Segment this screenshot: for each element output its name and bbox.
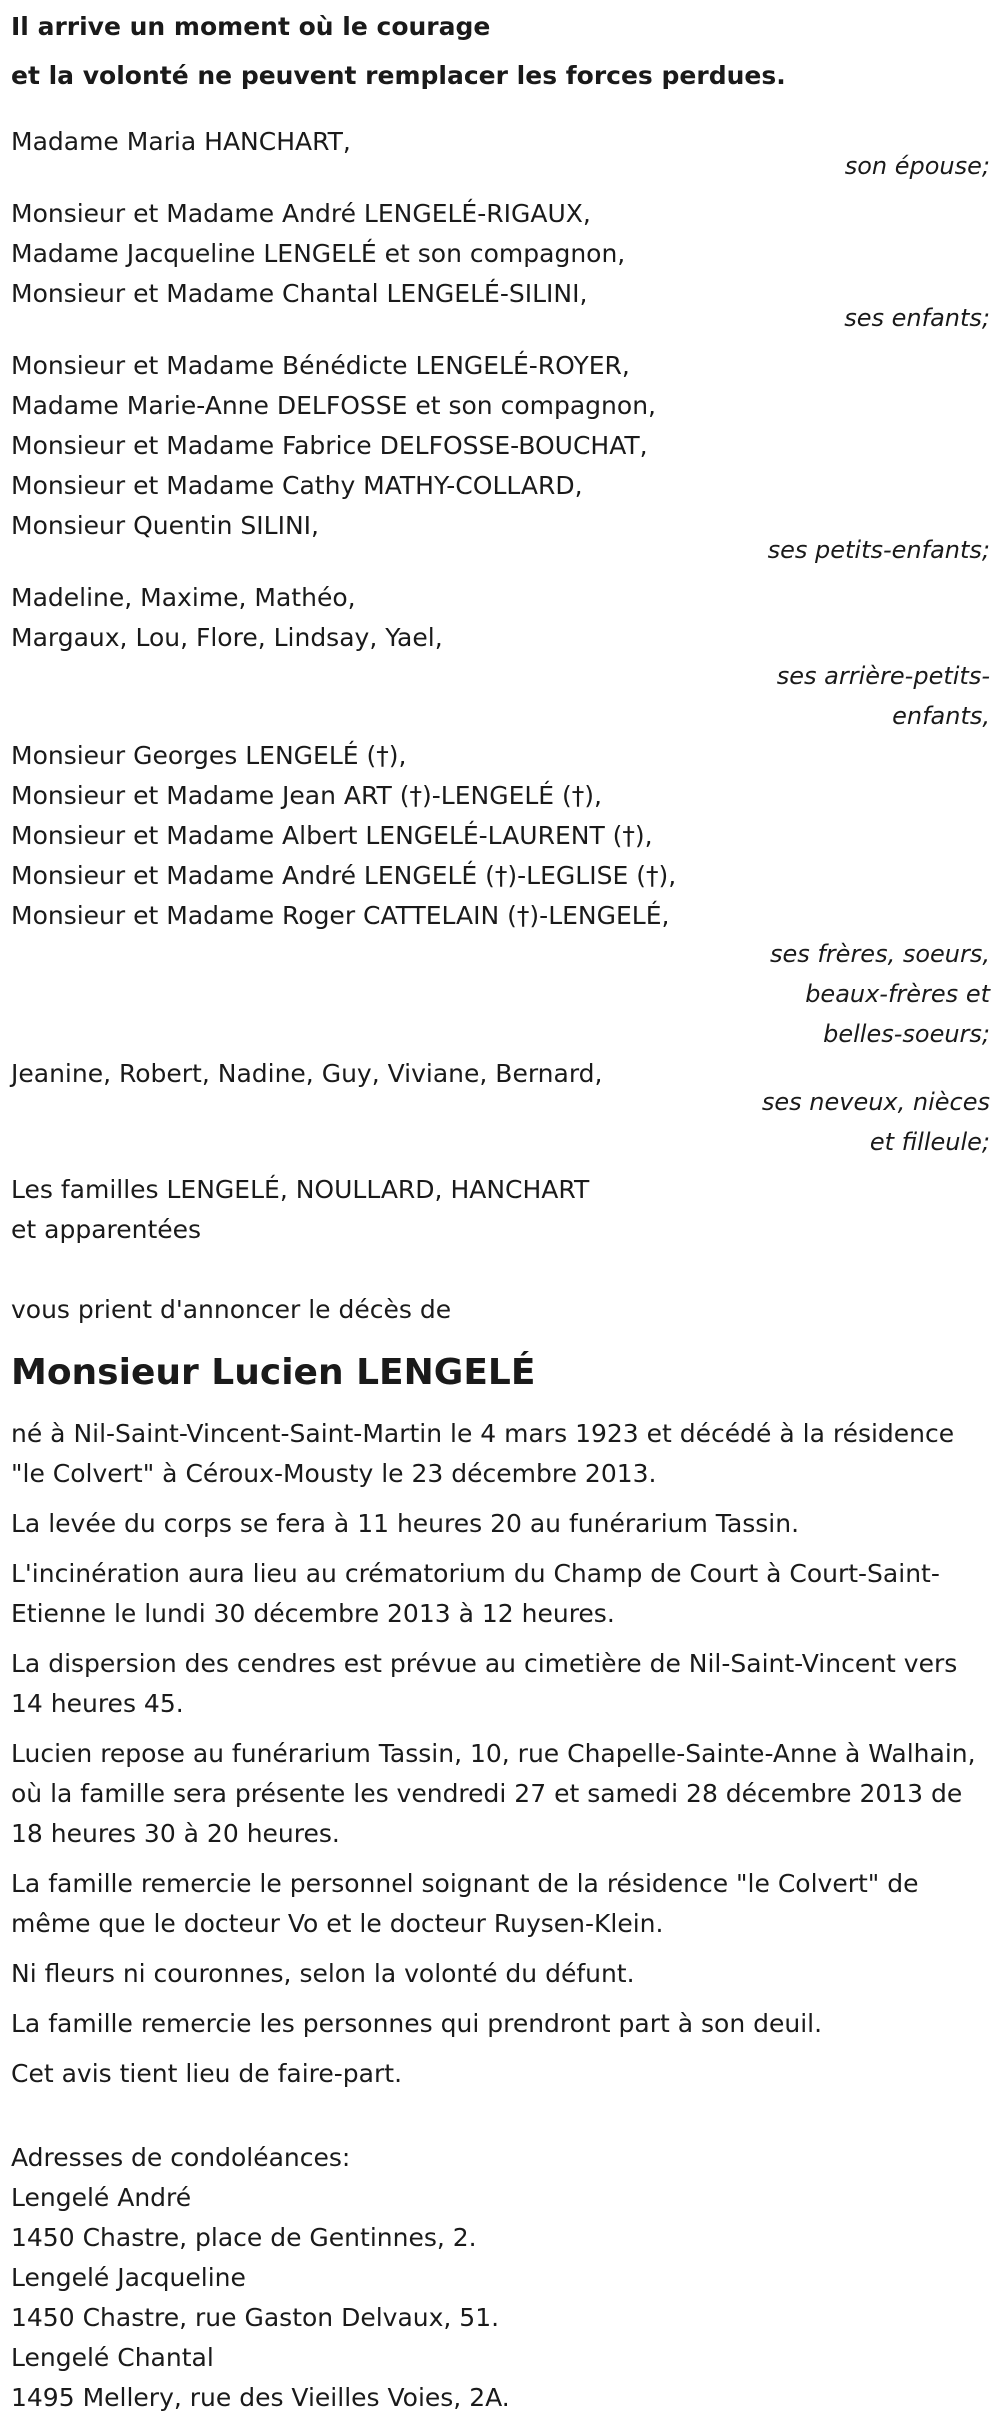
quote-line: Il arrive un moment où le courage bbox=[11, 12, 491, 41]
relation-label bbox=[11, 934, 990, 1054]
detail-paragraph: La dispersion des cendres est prévue au cimetière de Nil-Saint-Vincent vers 14 heures 45. bbox=[11, 1649, 958, 1718]
family-name-line: Monsieur Georges LENGELÉ (†), bbox=[11, 741, 407, 770]
condolence-line: Lengelé Jacqueline bbox=[11, 2263, 246, 2292]
families-block bbox=[11, 1170, 990, 1250]
relation-label-line: belles-soeurs; bbox=[823, 1020, 990, 1048]
detail-paragraph: L'incinération aura lieu au crématorium du Champ de Court à Court-Saint-Etienne le lundi 30 décembre 2013 à 12 heures. bbox=[11, 1559, 940, 1628]
family-name-line: Monsieur et Madame Cathy MATHY-COLLARD, bbox=[11, 471, 583, 500]
condolence-heading: Adresses de condoléances: bbox=[11, 2143, 351, 2172]
family-name-line: Madeline, Maxime, Mathéo, bbox=[11, 583, 356, 612]
family-name-line: Monsieur Quentin SILINI, bbox=[11, 511, 319, 540]
deceased-name: Monsieur Lucien LENGELÉ bbox=[11, 1352, 536, 1393]
family-name-line: Madame Jacqueline LENGELÉ et son compagnon, bbox=[11, 239, 626, 268]
opening-quote bbox=[11, 0, 990, 100]
family-name-line: et apparentées bbox=[11, 1215, 202, 1244]
detail-paragraph: Ni fleurs ni couronnes, selon la volonté du défunt. bbox=[11, 1959, 635, 1988]
family-name-line: Monsieur et Madame André LENGELÉ-RIGAUX, bbox=[11, 199, 591, 228]
relation-label-line: et filleule; bbox=[869, 1128, 990, 1156]
relation-label-line: ses petits-enfants; bbox=[767, 536, 990, 564]
relation-label bbox=[11, 656, 990, 736]
detail-paragraph: Lucien repose au funérarium Tassin, 10, rue Chapelle-Sainte-Anne à Walhain, où la famille sera présente les vendredi 27 et samedi 28 décembre 2013 de 18 heures 30 à 20 heures. bbox=[11, 1739, 976, 1848]
family-group-grandchildren bbox=[11, 346, 990, 570]
relation-label-line: ses arrière-petits- bbox=[776, 662, 990, 690]
detail-paragraph: Cet avis tient lieu de faire-part. bbox=[11, 2059, 403, 2088]
detail-paragraph: né à Nil-Saint-Vincent-Saint-Martin le 4 mars 1923 et décédé à la résidence "le Colvert" à Céroux-Mousty le 23 décembre 2013. bbox=[11, 1419, 955, 1488]
quote-line: et la volonté ne peuvent remplacer les forces perdues. bbox=[11, 61, 786, 90]
relation-label-line: ses enfants; bbox=[844, 304, 990, 332]
condolence-line: Lengelé André bbox=[11, 2183, 192, 2212]
family-name-line: Monsieur et Madame Bénédicte LENGELÉ-ROYER, bbox=[11, 351, 630, 380]
family-group-great-grandchildren bbox=[11, 578, 990, 736]
relation-label-line: ses frères, soeurs, bbox=[769, 940, 990, 968]
family-name-line: Monsieur et Madame Roger CATTELAIN (†)-LENGELÉ, bbox=[11, 901, 670, 930]
relation-label-line: enfants, bbox=[892, 702, 990, 730]
family-name-line: Jeanine, Robert, Nadine, Guy, Viviane, Bernard, bbox=[11, 1059, 603, 1088]
family-name-line: Monsieur et Madame Fabrice DELFOSSE-BOUCHAT, bbox=[11, 431, 648, 460]
condolence-line: 1450 Chastre, rue Gaston Delvaux, 51. bbox=[11, 2303, 500, 2332]
relation-label-line: ses neveux, nièces bbox=[761, 1088, 990, 1116]
family-name-line: Monsieur et Madame Jean ART (†)-LENGELÉ (†), bbox=[11, 781, 603, 810]
relation-label-line: beaux-frères et bbox=[805, 980, 990, 1008]
details-section bbox=[11, 1414, 990, 2094]
family-name-line: Margaux, Lou, Flore, Lindsay, Yael, bbox=[11, 623, 443, 652]
detail-paragraph: La famille remercie le personnel soignant de la résidence "le Colvert" de même que le docteur Vo et le docteur Ruysen-Klein. bbox=[11, 1869, 919, 1938]
relation-label bbox=[11, 1082, 990, 1162]
announcement-intro: vous prient d'annoncer le décès de bbox=[11, 1295, 452, 1324]
condolence-line: 1495 Mellery, rue des Vieilles Voies, 2A. bbox=[11, 2383, 510, 2412]
family-group-children bbox=[11, 194, 990, 338]
relation-label-line: son épouse; bbox=[844, 152, 990, 180]
family-group-nephews bbox=[11, 1054, 990, 1162]
family-group-siblings bbox=[11, 736, 990, 1054]
detail-paragraph: La levée du corps se fera à 11 heures 20 au funérarium Tassin. bbox=[11, 1509, 800, 1538]
detail-paragraph: La famille remercie les personnes qui prendront part à son deuil. bbox=[11, 2009, 823, 2038]
family-name-line: Les familles LENGELÉ, NOULLARD, HANCHART bbox=[11, 1175, 590, 1204]
condolence-line: 1450 Chastre, place de Gentinnes, 2. bbox=[11, 2223, 477, 2252]
family-name-line: Madame Marie-Anne DELFOSSE et son compagnon, bbox=[11, 391, 656, 420]
family-name-line: Monsieur et Madame Chantal LENGELÉ-SILINI, bbox=[11, 279, 588, 308]
family-name-line: Monsieur et Madame André LENGELÉ (†)-LEGLISE (†), bbox=[11, 861, 677, 890]
family-name-line: Monsieur et Madame Albert LENGELÉ-LAURENT (†), bbox=[11, 821, 653, 850]
family-group-spouse bbox=[11, 122, 990, 186]
family-name-line: Madame Maria HANCHART, bbox=[11, 127, 351, 156]
condolence-addresses bbox=[11, 2138, 990, 2418]
condolence-line: Lengelé Chantal bbox=[11, 2343, 214, 2372]
